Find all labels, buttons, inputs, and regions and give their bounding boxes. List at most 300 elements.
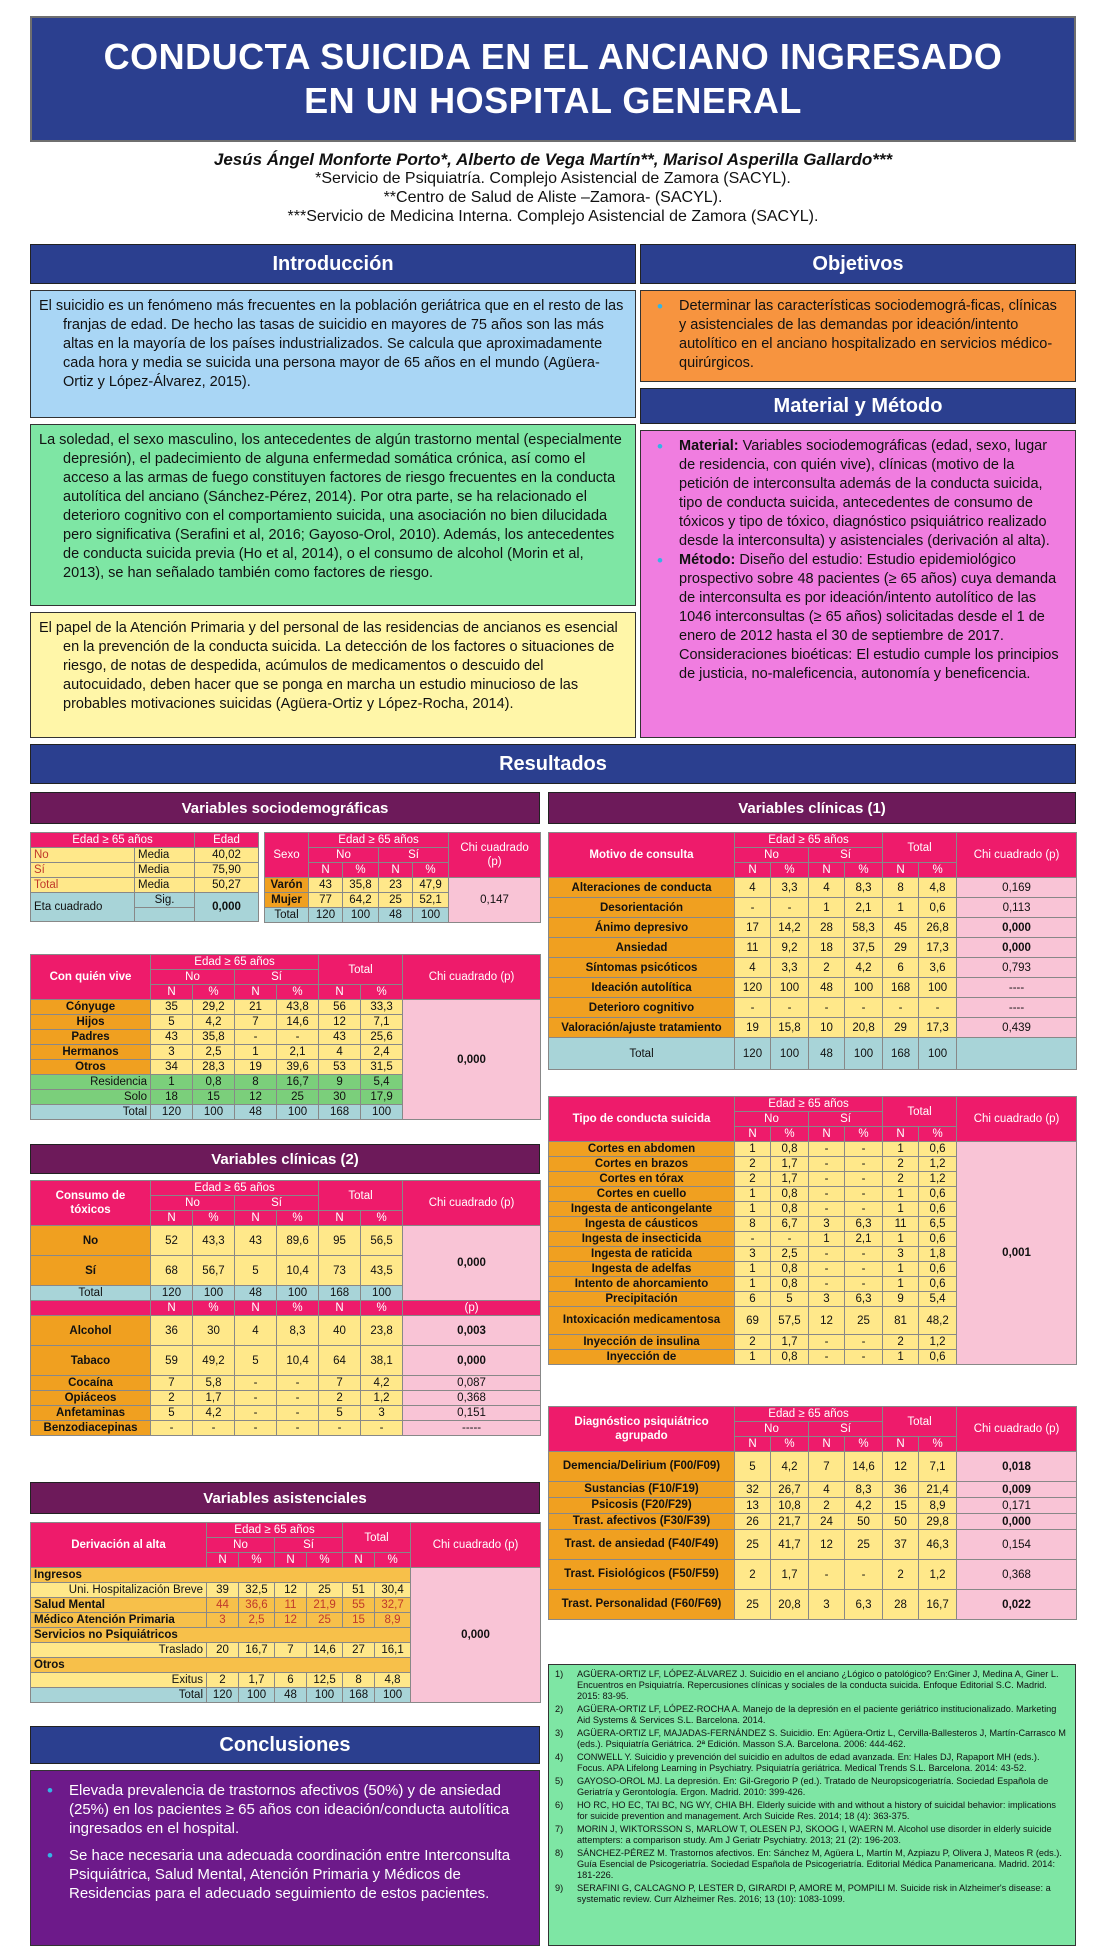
table-cell: Total bbox=[31, 1688, 207, 1703]
table-cell: N bbox=[809, 863, 845, 878]
table-cell: 1 bbox=[735, 1202, 771, 1217]
table-cell: 2 bbox=[319, 1391, 361, 1406]
table-cell: - bbox=[771, 998, 809, 1018]
table-cell bbox=[957, 1038, 1077, 1070]
table-cell: No bbox=[309, 848, 379, 863]
table-cell: 12 bbox=[275, 1583, 307, 1598]
intro-paragraph-2 bbox=[30, 424, 636, 606]
col-header: Edad ≥ 65 años bbox=[735, 1407, 883, 1422]
table-cell: 34 bbox=[151, 1060, 193, 1075]
table-cell: 12 bbox=[235, 1090, 277, 1105]
table-cell: 13 bbox=[735, 1498, 771, 1514]
table-cell: 32 bbox=[735, 1482, 771, 1498]
table-cell: 26,7 bbox=[771, 1482, 809, 1498]
col-header: Total bbox=[883, 833, 957, 863]
table-cell: 168 bbox=[883, 978, 919, 998]
table-cell: Salud Mental bbox=[31, 1598, 207, 1613]
table-cell: 8,3 bbox=[277, 1316, 319, 1346]
table-cell: 5,8 bbox=[193, 1376, 235, 1391]
asist-header: Variables asistenciales bbox=[30, 1482, 540, 1514]
table-row bbox=[31, 1301, 541, 1316]
col-header: Con quién vive bbox=[31, 955, 151, 1000]
table-cell: % bbox=[771, 1437, 809, 1452]
table-cell: Sí bbox=[809, 848, 883, 863]
table-cell: 4,2 bbox=[361, 1376, 403, 1391]
table-cell: Trast. de ansiedad (F40/F49) bbox=[549, 1530, 735, 1560]
table-cell: 168 bbox=[343, 1688, 375, 1703]
table-cell: 5 bbox=[771, 1292, 809, 1307]
table-cell: 3 bbox=[809, 1217, 845, 1232]
table-cell: 8,3 bbox=[845, 878, 883, 898]
table-row bbox=[31, 1523, 541, 1538]
table-cell: Sig. bbox=[135, 893, 195, 908]
clin1-header: Variables clínicas (1) bbox=[548, 792, 1076, 824]
table-cell: 120 bbox=[207, 1688, 239, 1703]
table-cell: 168 bbox=[319, 1105, 361, 1120]
table-cell: 50,27 bbox=[195, 878, 259, 893]
col-header: Tipo de conducta suicida bbox=[549, 1097, 735, 1142]
table-cell: Total bbox=[549, 1038, 735, 1070]
reference-item bbox=[555, 1848, 1069, 1881]
table-row bbox=[31, 863, 259, 878]
intro-text-1: El suicidio es un fenómeno más frecuentes en la población geriátrica que en el resto de las franjas de edad. De hecho las tasas de suicidio en mayores de 75 años son las más altas en la mayoría de los países industrializados. Se calcula que aproximadamente cada hora y media se suicida una persona mayor de 65 años en el mundo (Agüera-Ortiz y López-Álvarez, 2015). bbox=[39, 298, 624, 390]
table-cell: 56 bbox=[319, 1000, 361, 1015]
table-cell: 1,2 bbox=[919, 1335, 957, 1350]
table-cell: 25 bbox=[307, 1583, 343, 1598]
reference-number: 9) bbox=[555, 1883, 564, 1893]
table-cell: Total bbox=[31, 1105, 151, 1120]
table-cell: 0,169 bbox=[957, 878, 1077, 898]
table-cell: 0,793 bbox=[957, 958, 1077, 978]
table-cell: 16,7 bbox=[919, 1590, 957, 1620]
table-cell: 44 bbox=[207, 1598, 239, 1613]
table-cell: 27 bbox=[343, 1643, 375, 1658]
table-cell: 1 bbox=[883, 1187, 919, 1202]
table-cell: Ansiedad bbox=[549, 938, 735, 958]
table-cell: 4,2 bbox=[845, 958, 883, 978]
table-cell: 18 bbox=[809, 938, 845, 958]
table-cell: 9,2 bbox=[771, 938, 809, 958]
table-cell: 4 bbox=[735, 878, 771, 898]
table-cell: 43,8 bbox=[277, 1000, 319, 1015]
table-cell: Sí bbox=[809, 1422, 883, 1437]
col-header: Chi cuadrado (p) bbox=[411, 1523, 541, 1568]
material-box bbox=[640, 430, 1076, 738]
table-cell: Demencia/Delirium (F00/F09) bbox=[549, 1452, 735, 1482]
reference-text: MORIN J, WIKTORSSON S, MARLOW T, OLESEN PJ, SKOOG I, WAERN M. Alcohol use disorder in elderly suicide attempters: a comparison study. Am J Geriatr Psychiatry. 2013; 21 (2): 196-203. bbox=[577, 1824, 1052, 1845]
table-cell: 21 bbox=[235, 1000, 277, 1015]
table-cell: Ingresos bbox=[31, 1568, 411, 1583]
table-cell: - bbox=[845, 1560, 883, 1590]
table-cell: 20,8 bbox=[845, 1018, 883, 1038]
col-header: Chi cuadrado (p) bbox=[957, 1407, 1077, 1452]
table-cell: Trast. Fisiológicos (F50/F59) bbox=[549, 1560, 735, 1590]
table-cell: Tabaco bbox=[31, 1346, 151, 1376]
table-cell: % bbox=[919, 1127, 957, 1142]
table-cell: N bbox=[883, 1437, 919, 1452]
socio-header: Variables sociodemográficas bbox=[30, 792, 540, 824]
table-row bbox=[549, 1452, 1077, 1482]
table-cell: 120 bbox=[735, 1038, 771, 1070]
table-cell: 8 bbox=[343, 1673, 375, 1688]
table-cell: Total bbox=[31, 1286, 151, 1301]
table-cell: 77 bbox=[309, 893, 343, 908]
table-row bbox=[31, 1406, 541, 1421]
table-cell: 3 bbox=[883, 1247, 919, 1262]
table-cell: 69 bbox=[735, 1307, 771, 1335]
table-cell: 43 bbox=[319, 1030, 361, 1045]
reference-text: CONWELL Y. Suicidio y prevención del suicidio en adultos de edad avanzada. En: Hales DJ, Rapaport MH (eds.). Focus. APA Lifelong Learning in Psychiatry. Psiquiatría geriátrica. Medical Trends S.L. Barcelona. 2014: 43-52. bbox=[577, 1752, 1040, 1773]
table-cell: 30,4 bbox=[375, 1583, 411, 1598]
table-cell: 0,8 bbox=[771, 1277, 809, 1292]
table-cell: - bbox=[735, 998, 771, 1018]
table-row bbox=[549, 1407, 1077, 1422]
table-cell: Inyección de bbox=[549, 1350, 735, 1365]
table-cell: 21,9 bbox=[307, 1598, 343, 1613]
table-cell: 16,1 bbox=[375, 1643, 411, 1658]
table-cell: 1 bbox=[883, 1232, 919, 1247]
table-cell: - bbox=[809, 1172, 845, 1187]
table-cell: 68 bbox=[151, 1256, 193, 1286]
table-cell: 2,1 bbox=[845, 898, 883, 918]
table-cell: 24 bbox=[809, 1514, 845, 1530]
table-cell: % bbox=[845, 1127, 883, 1142]
table-cell: - bbox=[845, 1187, 883, 1202]
table-cell: 30 bbox=[193, 1316, 235, 1346]
table-cell: - bbox=[809, 1262, 845, 1277]
table-cell: N bbox=[235, 1211, 277, 1226]
table-cell: N bbox=[235, 1301, 277, 1316]
table-cell: 6 bbox=[883, 958, 919, 978]
affiliation-3: ***Servicio de Medicina Interna. Complejo Asistencial de Zamora (SACYL). bbox=[287, 208, 819, 225]
table-cell: 168 bbox=[319, 1286, 361, 1301]
table-cell bbox=[135, 908, 195, 922]
table-cell: - bbox=[277, 1421, 319, 1436]
table-cell: 32,5 bbox=[239, 1583, 275, 1598]
reference-item bbox=[555, 1776, 1069, 1798]
table-cell: No bbox=[151, 970, 235, 985]
table-cell: N bbox=[809, 1437, 845, 1452]
table-cell: Otros bbox=[31, 1658, 411, 1673]
affiliation-2: **Centro de Salud de Aliste –Zamora- (SACYL). bbox=[383, 189, 723, 206]
table-cell: % bbox=[413, 863, 449, 878]
references-box bbox=[548, 1664, 1076, 1946]
table-cell: - bbox=[809, 1560, 845, 1590]
table-cell bbox=[31, 1301, 151, 1316]
table-cell: Ingesta de insecticida bbox=[549, 1232, 735, 1247]
table-cell: 2 bbox=[735, 1157, 771, 1172]
table-cell: - bbox=[235, 1030, 277, 1045]
table-cell: 0,8 bbox=[771, 1187, 809, 1202]
table-cell: - bbox=[845, 1262, 883, 1277]
table-cell: - bbox=[361, 1421, 403, 1436]
material-label: Material: bbox=[679, 438, 739, 454]
conclusion-bullet-1: • Elevada prevalencia de trastornos afectivos (50%) y de ansiedad (25%) en los pacientes ≥ 65 años con ideación/conducta autolítica ingresados en el hospital. bbox=[39, 1781, 531, 1838]
table-cell: 2,4 bbox=[361, 1045, 403, 1060]
table-cell: 1 bbox=[735, 1142, 771, 1157]
table-cell: Intoxicación medicamentosa bbox=[549, 1307, 735, 1335]
table-cell: 1 bbox=[883, 1350, 919, 1365]
table-cell: Cónyuge bbox=[31, 1000, 151, 1015]
table-cell: 2 bbox=[883, 1335, 919, 1350]
table-cell: 4,8 bbox=[919, 878, 957, 898]
table-row bbox=[31, 1316, 541, 1346]
table-cell: % bbox=[193, 985, 235, 1000]
table-cell: Alteraciones de conducta bbox=[549, 878, 735, 898]
table-cell: 52,1 bbox=[413, 893, 449, 908]
table-row bbox=[549, 1142, 1077, 1157]
table-cell: 0,000 bbox=[403, 1000, 541, 1120]
table-cell: 20,8 bbox=[771, 1590, 809, 1620]
table-cell: 1 bbox=[235, 1045, 277, 1060]
table-cell: 5,4 bbox=[919, 1292, 957, 1307]
table-cell: 1,7 bbox=[771, 1560, 809, 1590]
intro-text-2: La soledad, el sexo masculino, los antecedentes de algún trastorno mental (especialmente depresión), el padecimiento de alguna enfermedad somática crónica, así como el acceso a las armas de fuego constituyen factores de riesgo frecuentes en la conducta autolítica del anciano (Sánchez-Pérez, 2014). Por otra parte, se ha relacionado el deterioro cognitivo con el comportamiento suicida, una asociación no bien dilucidada pero significativa (Serafini et al, 2016; Gayoso-Orol, 2010). Además, los antecedentes de conducta suicida previa (Ho et al, 2014), o el consumo de alcohol (Morin et al, 2013), se han señalado también como factores de riesgo. bbox=[39, 432, 622, 581]
table-cell: 48 bbox=[275, 1688, 307, 1703]
table-cell: Hijos bbox=[31, 1015, 151, 1030]
table-row bbox=[549, 998, 1077, 1018]
table-row bbox=[549, 1514, 1077, 1530]
table-cell: 29 bbox=[883, 938, 919, 958]
table-row bbox=[549, 1560, 1077, 1590]
affiliation-1: *Servicio de Psiquiatría. Complejo Asistencial de Zamora (SACYL). bbox=[315, 170, 791, 187]
table-cell: 48 bbox=[809, 1038, 845, 1070]
table-cell: Traslado bbox=[31, 1643, 207, 1658]
table-cell: - bbox=[771, 1232, 809, 1247]
table-cell: 0,000 bbox=[403, 1346, 541, 1376]
reference-item bbox=[555, 1752, 1069, 1774]
table-cell: 45 bbox=[883, 918, 919, 938]
table-cell: No bbox=[735, 1422, 809, 1437]
table-cell: 43 bbox=[235, 1226, 277, 1256]
table-cell: 2,5 bbox=[771, 1247, 809, 1262]
table-cell: 43,5 bbox=[361, 1256, 403, 1286]
table-cell: % bbox=[361, 1211, 403, 1226]
table-cell: 100 bbox=[919, 1038, 957, 1070]
table-cell: Sí bbox=[275, 1538, 343, 1553]
table-cell: 5 bbox=[151, 1015, 193, 1030]
table-cell: - bbox=[735, 898, 771, 918]
table-cell: 2 bbox=[883, 1157, 919, 1172]
table-cell: 25 bbox=[845, 1307, 883, 1335]
table-cell: 38,1 bbox=[361, 1346, 403, 1376]
objetivos-box bbox=[640, 290, 1076, 382]
table-cell: - bbox=[235, 1406, 277, 1421]
table-cell: 2 bbox=[883, 1560, 919, 1590]
table-cell: Mujer bbox=[265, 893, 309, 908]
table-cell: 64 bbox=[319, 1346, 361, 1376]
table-cell: 0,000 bbox=[195, 893, 259, 922]
table-cell: % bbox=[193, 1211, 235, 1226]
table-cell: 1,7 bbox=[771, 1172, 809, 1187]
col-header: Edad ≥ 65 años bbox=[151, 1181, 319, 1196]
table-cell: 0,6 bbox=[919, 1350, 957, 1365]
table-cell: 12 bbox=[809, 1307, 845, 1335]
table-cell: 28 bbox=[883, 1590, 919, 1620]
table-cell: - bbox=[809, 1142, 845, 1157]
table-cell: (p) bbox=[403, 1301, 541, 1316]
table-cell: 100 bbox=[361, 1286, 403, 1301]
table-cell: 1 bbox=[735, 1187, 771, 1202]
table-cell: 1 bbox=[883, 1262, 919, 1277]
material-header: Material y Método bbox=[640, 388, 1076, 424]
col-header: Chi cuadrado (p) bbox=[449, 833, 541, 878]
table-cell: 10 bbox=[809, 1018, 845, 1038]
authors-block bbox=[30, 150, 1076, 226]
reference-number: 8) bbox=[555, 1848, 564, 1858]
table-cell: 37 bbox=[883, 1530, 919, 1560]
table-cell: % bbox=[919, 863, 957, 878]
table-cell: 0,022 bbox=[957, 1590, 1077, 1620]
table-cell: 23 bbox=[379, 878, 413, 893]
table-cell: 36,6 bbox=[239, 1598, 275, 1613]
table-cell: 100 bbox=[277, 1286, 319, 1301]
col-header: Chi cuadrado (p) bbox=[403, 955, 541, 1000]
table-cell: 0,8 bbox=[771, 1202, 809, 1217]
table-cell: % bbox=[361, 1301, 403, 1316]
table-cell: 120 bbox=[151, 1105, 193, 1120]
table-cell: 4 bbox=[319, 1045, 361, 1060]
table-cell: 75,90 bbox=[195, 863, 259, 878]
table-cell: 3 bbox=[151, 1045, 193, 1060]
table-cell: 7 bbox=[151, 1376, 193, 1391]
table-cell: - bbox=[809, 1187, 845, 1202]
table-cell: 95 bbox=[319, 1226, 361, 1256]
table-cell: Deterioro cognitivo bbox=[549, 998, 735, 1018]
table-row bbox=[31, 1568, 541, 1583]
table-cell: 35 bbox=[151, 1000, 193, 1015]
table-cell: Cortes en cuello bbox=[549, 1187, 735, 1202]
table-cell: Solo bbox=[31, 1090, 151, 1105]
table-cell: - bbox=[845, 1350, 883, 1365]
table-row bbox=[31, 1226, 541, 1256]
table-cell: ----- bbox=[403, 1421, 541, 1436]
table-cell: 64,2 bbox=[343, 893, 379, 908]
table-cell: 30 bbox=[319, 1090, 361, 1105]
table-cell: 100 bbox=[845, 1038, 883, 1070]
col-header: Total bbox=[319, 1181, 403, 1211]
table-cell: 0,6 bbox=[919, 1142, 957, 1157]
col-header: Total bbox=[319, 955, 403, 985]
table-row bbox=[31, 1000, 541, 1015]
table-cell: 3,6 bbox=[919, 958, 957, 978]
table-cell: 8 bbox=[235, 1075, 277, 1090]
table-cell: 16,7 bbox=[277, 1075, 319, 1090]
table-cell: 26,8 bbox=[919, 918, 957, 938]
table-cell: 2 bbox=[735, 1172, 771, 1187]
table-cell: - bbox=[845, 1277, 883, 1292]
table-cell: No bbox=[735, 848, 809, 863]
table-cell: 50 bbox=[883, 1514, 919, 1530]
table-cell: 89,6 bbox=[277, 1226, 319, 1256]
table-cell: % bbox=[771, 1127, 809, 1142]
table-cell: 0,151 bbox=[403, 1406, 541, 1421]
table-cell: N bbox=[319, 985, 361, 1000]
table-edad bbox=[30, 832, 259, 922]
table-cell: 2,1 bbox=[277, 1045, 319, 1060]
col-header: Total bbox=[883, 1407, 957, 1437]
table-cell: 26 bbox=[735, 1514, 771, 1530]
table-cell: 12 bbox=[809, 1530, 845, 1560]
col-header: Chi cuadrado (p) bbox=[957, 1097, 1077, 1142]
table-cell: Total bbox=[265, 908, 309, 923]
table-cell: 14,6 bbox=[277, 1015, 319, 1030]
table-cell: 25 bbox=[735, 1530, 771, 1560]
table-cell: 1 bbox=[735, 1277, 771, 1292]
table-row bbox=[31, 848, 259, 863]
table-cell: N bbox=[235, 985, 277, 1000]
table-con-quien-vive bbox=[30, 954, 541, 1120]
table-cell: 0,000 bbox=[957, 1514, 1077, 1530]
col-header: Edad ≥ 65 años bbox=[207, 1523, 343, 1538]
table-cell: Residencia bbox=[31, 1075, 151, 1090]
table-cell: Cortes en tórax bbox=[549, 1172, 735, 1187]
table-cell: 100 bbox=[239, 1688, 275, 1703]
table-cell: 8 bbox=[883, 878, 919, 898]
table-cell: 3 bbox=[809, 1590, 845, 1620]
table-cell: 0,000 bbox=[957, 938, 1077, 958]
table-cell: Cortes en abdomen bbox=[549, 1142, 735, 1157]
table-cell: 0,018 bbox=[957, 1452, 1077, 1482]
table-cell: 35,8 bbox=[193, 1030, 235, 1045]
table-cell: 10,8 bbox=[771, 1498, 809, 1514]
table-cell: Médico Atención Primaria bbox=[31, 1613, 207, 1628]
table-cell: 0,147 bbox=[449, 878, 541, 923]
table-cell: % bbox=[375, 1553, 411, 1568]
table-cell: 8 bbox=[735, 1217, 771, 1232]
table-row bbox=[31, 893, 259, 908]
table-cell: N bbox=[343, 1553, 375, 1568]
table-cell: 2,5 bbox=[193, 1045, 235, 1060]
table-cell: - bbox=[845, 1142, 883, 1157]
table-row bbox=[31, 955, 541, 970]
table-cell: 36 bbox=[883, 1482, 919, 1498]
reference-text: GAYOSO-OROL MJ. La depresión. En: Gil-Gregorio P (ed.). Tratado de Neuropsicogeriatría. Sociedad Española de Geriatría y Gerontología. Ergon. Madrid. 2010: 399-426. bbox=[577, 1776, 1049, 1797]
table-cell: 6,5 bbox=[919, 1217, 957, 1232]
table-cell: 0,6 bbox=[919, 1262, 957, 1277]
table-cell: 0,003 bbox=[403, 1316, 541, 1346]
table-cell: 8,9 bbox=[375, 1613, 411, 1628]
table-cell: Padres bbox=[31, 1030, 151, 1045]
table-cell: Sí bbox=[235, 970, 319, 985]
table-cell: - bbox=[277, 1030, 319, 1045]
table-cell: Ingesta de cáusticos bbox=[549, 1217, 735, 1232]
table-cell: 4 bbox=[809, 1482, 845, 1498]
table-cell: N bbox=[207, 1553, 239, 1568]
table-cell: 0,171 bbox=[957, 1498, 1077, 1514]
title-banner bbox=[30, 16, 1076, 142]
reference-item bbox=[555, 1728, 1069, 1750]
table-row bbox=[31, 1346, 541, 1376]
table-cell: 15,8 bbox=[771, 1018, 809, 1038]
table-cell: 1 bbox=[735, 1262, 771, 1277]
table-cell: 100 bbox=[771, 1038, 809, 1070]
table-derivacion bbox=[30, 1522, 541, 1703]
table-cell: 12 bbox=[319, 1015, 361, 1030]
table-cell: % bbox=[845, 863, 883, 878]
metodo-text: Diseño del estudio: Estudio epidemiológico prospectivo sobre 48 pacientes (≥ 65 años) cuya demanda de interconsulta es por ideación/intento autolítico de las 1046 interconsultas (≥ 65 años) solicitadas desde el 1 de enero de 2012 hasta el 30 de septiembre de 2017. Consideraciones bioéticas: El estudio cumple los principios de justicia, no-maleficencia, autonomía y beneficencia. bbox=[679, 552, 1059, 682]
table-row bbox=[549, 938, 1077, 958]
material-bullet bbox=[649, 437, 1067, 551]
table-cell: 0,8 bbox=[771, 1142, 809, 1157]
table-cell: 6,3 bbox=[845, 1292, 883, 1307]
reference-text: HO RC, HO EC, TAI BC, NG WY, CHIA BH. Elderly suicide with and without a history of suicidal behavior: implications for suicide prevention and management. Arch Suicide Res. 2014; 18 (4): 363-375. bbox=[577, 1800, 1056, 1821]
table-cell: 23,8 bbox=[361, 1316, 403, 1346]
table-cell: 25,6 bbox=[361, 1030, 403, 1045]
table-row bbox=[549, 1530, 1077, 1560]
table-cell: Media bbox=[135, 878, 195, 893]
table-cell: 5 bbox=[235, 1346, 277, 1376]
